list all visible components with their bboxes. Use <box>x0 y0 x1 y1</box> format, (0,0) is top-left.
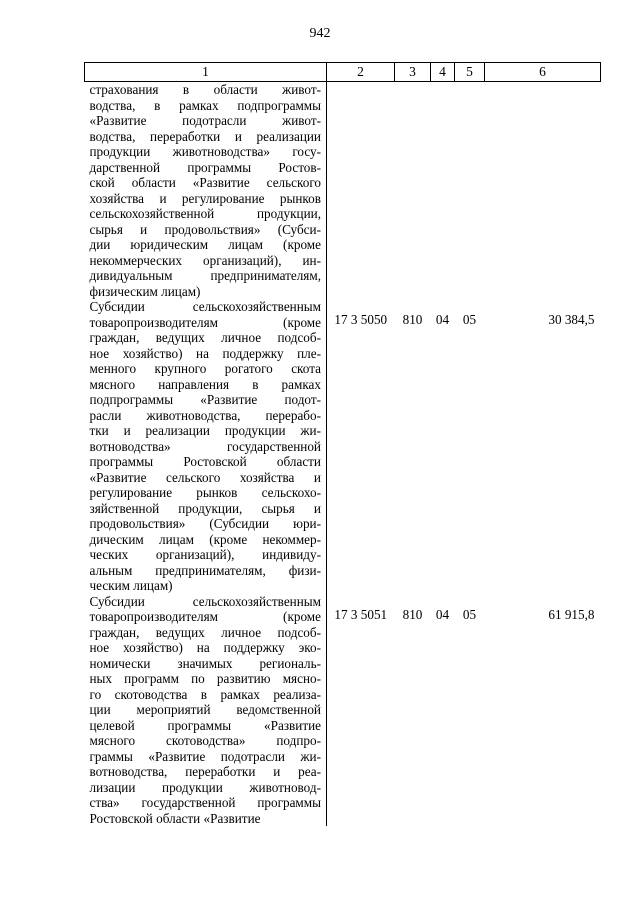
description-line: тки и реализации продукции жи- <box>89 423 321 438</box>
row-section: 04 <box>435 312 450 327</box>
description-line: менного крупного рогатого скота <box>89 361 321 376</box>
row-expense-type: 810 <box>402 312 423 327</box>
description-line: ное хозяйство) на поддержку эко- <box>89 640 321 655</box>
description-line: граждан, ведущих личное подсоб- <box>89 624 321 640</box>
description-line: мясного направления в рамках <box>89 376 321 392</box>
description-line: Субсидии сельскохозяйственным <box>89 593 321 609</box>
description-line: вотноводства» государственной <box>89 438 321 454</box>
table-row <box>85 594 601 827</box>
description-line: Субсидии сельскохозяйственным <box>89 299 321 314</box>
row-expense-type <box>395 82 431 300</box>
description-line: граммы «Развитие подотрасли жи- <box>89 748 321 764</box>
description-line: ное хозяйство) на поддержку пле- <box>89 345 321 361</box>
page-number: 942 <box>309 26 331 41</box>
description-line: дии юридическим лицам (кроме <box>89 237 321 252</box>
row-expense-type: 810 <box>402 606 423 622</box>
description-line: альным предпринимателям, физи- <box>89 562 321 578</box>
description-line: ных программ по развитию мясно- <box>89 671 321 686</box>
description-line: сырья и продовольствия» (Субси- <box>89 221 321 237</box>
description-line: дическим лицам (кроме некоммер- <box>89 531 321 547</box>
description-line: водства, в рамках подпрограммы <box>89 97 321 113</box>
description-line: сельскохозяйственной продукции, <box>89 206 321 221</box>
row-subsection: 05 <box>462 312 477 327</box>
table-header <box>85 63 601 82</box>
description-line: страхования в области живот- <box>89 82 321 97</box>
table-row <box>85 299 601 594</box>
description-line: расли животноводства, перерабо- <box>89 407 321 423</box>
description-line: подпрограммы «Развитие подот- <box>89 392 321 407</box>
description-line: дивидуальным предпринимателям, <box>89 268 321 283</box>
description-line: некоммерческих организаций), ин- <box>89 252 321 268</box>
description-line: хозяйства и регулирование рынков <box>89 190 321 206</box>
description-line: ства» государственной программы <box>89 795 321 810</box>
header-col-6: 6 <box>485 63 601 82</box>
description-line: ческим лицам) <box>89 578 173 593</box>
description-line: товаропроизводителям (кроме <box>89 314 321 330</box>
description-line: целевой программы «Развитие <box>89 717 321 733</box>
header-col-5: 5 <box>455 63 485 82</box>
description-line: «Развитие сельского хозяйства и <box>89 469 321 485</box>
description-line: физическим лицам) <box>89 283 201 299</box>
row-description <box>85 299 327 594</box>
row-amount: 30 384,5 <box>548 312 595 327</box>
description-line: ции мероприятий ведомственной <box>89 702 321 717</box>
row-subsection <box>455 82 485 300</box>
header-row <box>85 63 601 82</box>
header-col-4: 4 <box>431 63 455 82</box>
row-section: 04 <box>435 606 450 622</box>
description-line: продовольствия» (Субсидии юри- <box>89 516 321 531</box>
description-line: продукции животноводства» госу- <box>89 144 321 159</box>
description-line: товаропроизводителям (кроме <box>89 609 321 624</box>
description-line: дарственной программы Ростов- <box>89 159 321 175</box>
row-subsection: 05 <box>462 606 477 622</box>
description-line: Ростовской области «Развитие <box>89 810 261 826</box>
row-description <box>85 594 327 827</box>
header-col-3: 3 <box>395 63 431 82</box>
row-target-article: 17 3 5050 <box>334 312 388 327</box>
description-line: «Развитие подотрасли живот- <box>89 113 321 128</box>
table-body <box>85 82 601 827</box>
row-description <box>85 82 327 300</box>
description-line: вотноводства, переработки и реа- <box>89 764 321 779</box>
description-line: ской области «Развитие сельского <box>89 175 321 190</box>
description-line: номически значимых региональ- <box>89 655 321 671</box>
budget-table <box>84 62 601 826</box>
row-amount <box>485 82 601 300</box>
description-line: водства, переработки и реализации <box>89 128 321 144</box>
description-line: го скотоводства в рамках реализа- <box>89 686 321 702</box>
description-line: программы Ростовской области <box>89 454 321 469</box>
header-col-2: 2 <box>327 63 395 82</box>
row-target-article <box>327 82 395 300</box>
row-target-article: 17 3 5051 <box>334 606 388 622</box>
description-line: ческих организаций), индивиду- <box>89 547 321 562</box>
description-line: лизации продукции животновод- <box>89 779 321 795</box>
row-section <box>431 82 455 300</box>
description-line: регулирование рынков сельскохо- <box>89 485 321 500</box>
table-row <box>85 82 601 300</box>
description-line: зяйственной продукции, сырья и <box>89 500 321 516</box>
description-line: мясного скотоводства» подпро- <box>89 733 321 748</box>
header-col-1: 1 <box>85 63 327 82</box>
description-line: граждан, ведущих личное подсоб- <box>89 330 321 345</box>
row-amount: 61 915,8 <box>548 606 595 622</box>
